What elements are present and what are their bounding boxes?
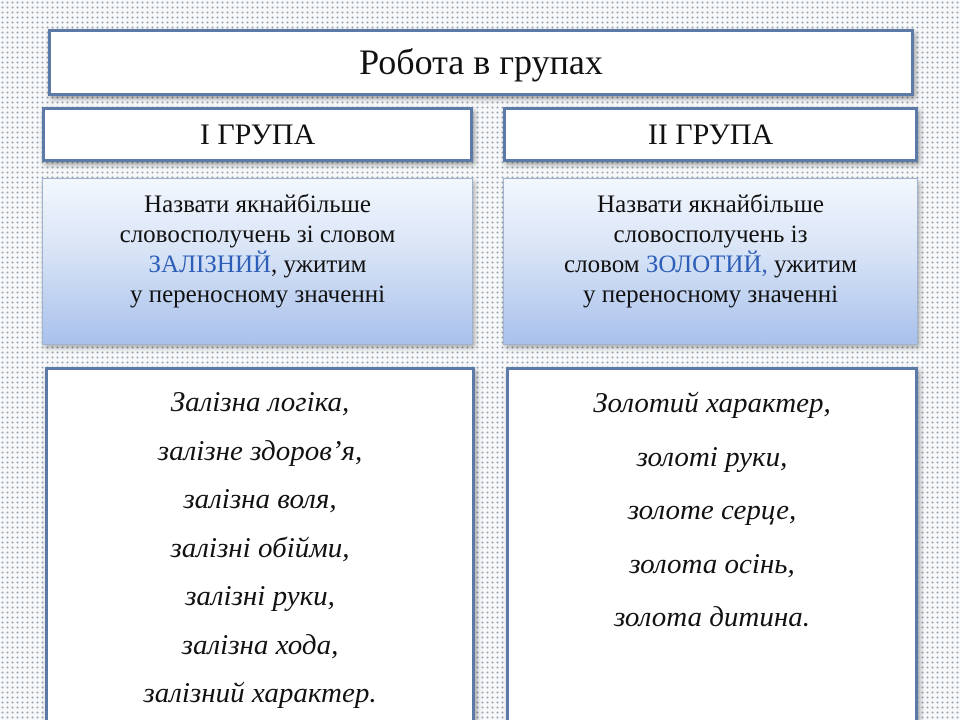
group-1-task-line-3	[43, 250, 472, 280]
group-2-phrase-list	[506, 367, 918, 720]
list-item: золоте серце,	[627, 494, 797, 526]
group-1-task-after-keyword: , ужитим	[271, 251, 367, 278]
group-1-header: І ГРУПА	[42, 107, 473, 162]
list-item: залізна хода,	[181, 628, 339, 661]
list-item: залізні руки,	[185, 580, 335, 612]
list-item: Золотий характер,	[593, 387, 831, 419]
group-1-task	[42, 178, 473, 345]
group-2-keyword: ЗОЛОТИЙ,	[645, 251, 768, 278]
group-2-header: ІІ ГРУПА	[503, 107, 918, 162]
list-item: залізна воля,	[183, 483, 337, 515]
group-2-task-line-3	[504, 250, 917, 280]
group-1-phrase-list	[45, 367, 475, 720]
page-title: Робота в групах	[48, 29, 914, 96]
group-2-task-line-1: Назвати якнайбільше	[597, 191, 824, 218]
list-item: залізні обійми,	[170, 531, 350, 564]
group-2-task-line-2: словосполучень із	[613, 221, 808, 248]
group-1-task-line-4: у переносному значенні	[129, 281, 386, 308]
list-item: золота дитина.	[613, 601, 810, 633]
group-2-task-after-keyword: ужитим	[767, 251, 857, 278]
group-2-task-line-4: у переносному значенні	[582, 281, 839, 308]
list-item: золоті руки,	[636, 440, 788, 473]
group-1-task-line-2: словосполучень зі словом	[119, 221, 396, 248]
list-item: залізне здоров’я,	[157, 434, 363, 467]
list-item: золота осінь,	[629, 547, 795, 580]
group-2-task	[503, 178, 918, 345]
group-1-task-line-1: Назвати якнайбільше	[144, 191, 371, 218]
group-2-task-before-keyword: словом	[564, 251, 646, 278]
list-item: Залізна логіка,	[170, 386, 350, 418]
list-item: залізний характер.	[143, 677, 377, 709]
group-1-keyword: ЗАЛІЗНИЙ	[148, 251, 272, 278]
